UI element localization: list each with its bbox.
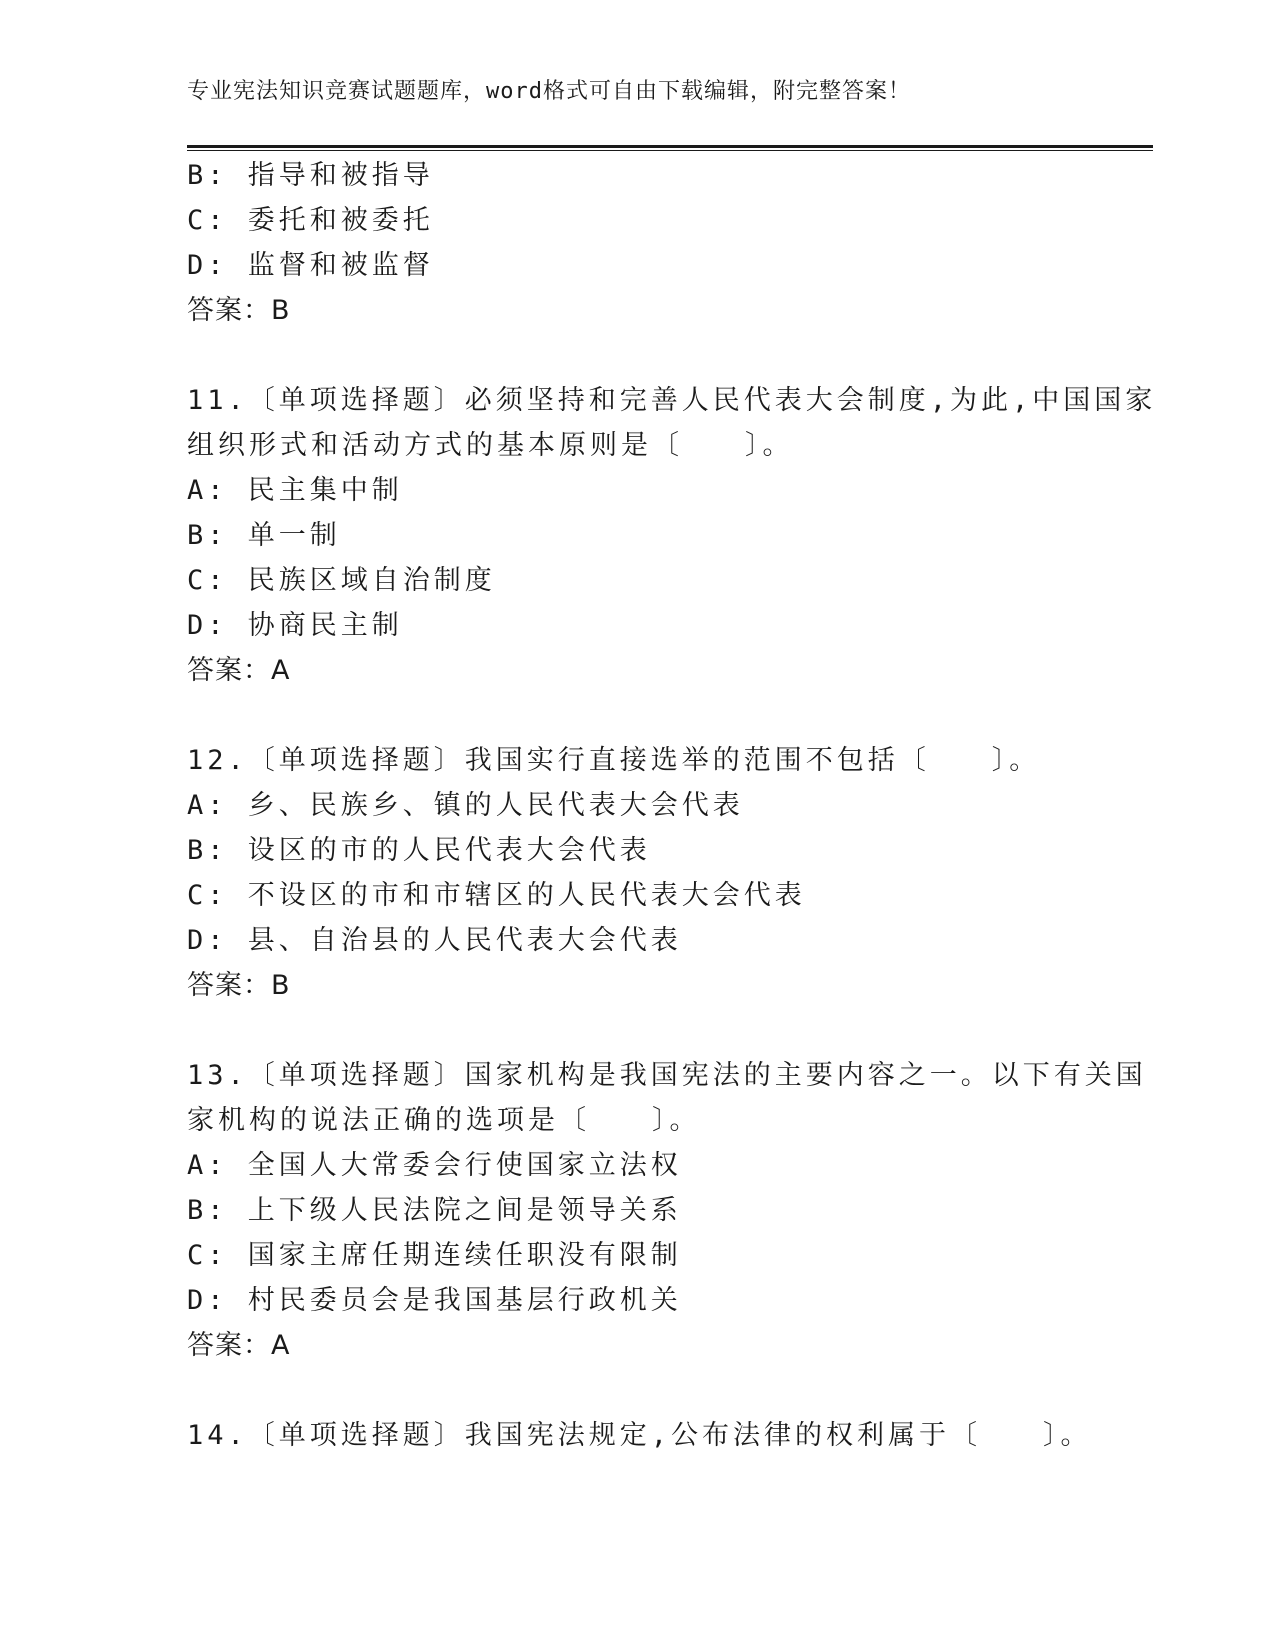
q13-option-d: D: 村民委员会是我国基层行政机关	[187, 1285, 682, 1316]
q12-option-a: A: 乡、民族乡、镇的人民代表大会代表	[187, 790, 744, 821]
q12-option-b: B: 设区的市的人民代表大会代表	[187, 835, 651, 866]
q14-stem-line1: 14.〔单项选择题〕我国宪法规定,公布法律的权利属于〔 〕。	[187, 1420, 1092, 1451]
q12-answer: 答案：B	[187, 970, 291, 1001]
q12-option-d: D: 县、自治县的人民代表大会代表	[187, 925, 682, 956]
q13-option-c: C: 国家主席任期连续任职没有限制	[187, 1240, 682, 1271]
q13-answer: 答案：A	[187, 1330, 291, 1361]
q13-stem-line1: 13.〔单项选择题〕国家机构是我国宪法的主要内容之一。以下有关国	[187, 1060, 1147, 1091]
q10-option-b: B: 指导和被指导	[187, 160, 434, 191]
q13-option-a: A: 全国人大常委会行使国家立法权	[187, 1150, 682, 1181]
q11-option-c: C: 民族区域自治制度	[187, 565, 496, 596]
q13-option-b: B: 上下级人民法院之间是领导关系	[187, 1195, 682, 1226]
q11-answer: 答案：A	[187, 655, 291, 686]
q11-option-a: A: 民主集中制	[187, 475, 403, 506]
q11-stem-line2: 组织形式和活动方式的基本原则是〔 〕。	[187, 430, 794, 461]
q11-option-b: B: 单一制	[187, 520, 341, 551]
q12-option-c: C: 不设区的市和市辖区的人民代表大会代表	[187, 880, 806, 911]
header-rule-thin	[187, 150, 1153, 151]
q12-stem-line1: 12.〔单项选择题〕我国实行直接选举的范围不包括〔 〕。	[187, 745, 1041, 776]
q10-option-d: D: 监督和被监督	[187, 250, 434, 281]
q11-stem-line1: 11.〔单项选择题〕必须坚持和完善人民代表大会制度,为此,中国国家	[187, 385, 1157, 416]
q13-stem-line2: 家机构的说法正确的选项是〔 〕。	[187, 1105, 701, 1136]
q11-option-d: D: 协商民主制	[187, 610, 403, 641]
q10-option-c: C: 委托和被委托	[187, 205, 434, 236]
page-header: 专业宪法知识竞赛试题题库，word格式可自由下载编辑，附完整答案！	[187, 79, 911, 104]
header-rule-thick	[187, 145, 1153, 148]
q10-answer: 答案：B	[187, 295, 291, 326]
